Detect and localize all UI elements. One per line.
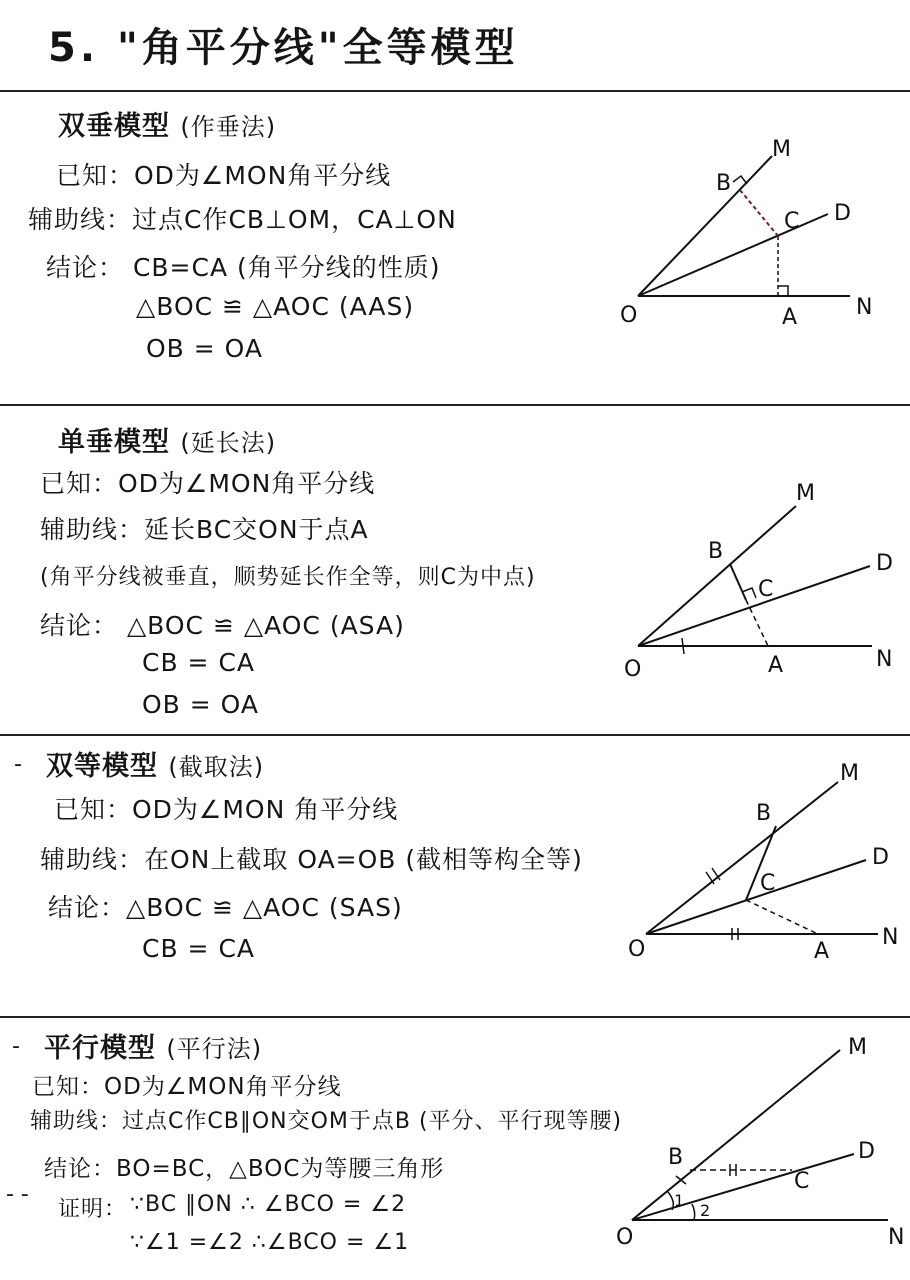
label-c: C <box>794 1169 810 1194</box>
label-d: D <box>872 845 889 870</box>
label-c: C <box>760 871 776 896</box>
label-o: O <box>620 303 638 328</box>
divider <box>0 404 910 406</box>
label-m: M <box>840 761 859 786</box>
angle-arc-1 <box>668 1192 673 1210</box>
label-n: N <box>856 295 873 320</box>
right-angle-mark <box>778 286 788 296</box>
conclusion-text: 结论： CB=CA (角平分线的性质) <box>46 253 441 282</box>
section-heading <box>46 744 264 783</box>
label-c: C <box>758 577 774 602</box>
known-text: 已知：OD为∠MON 角平分线 <box>54 795 399 824</box>
heading-text: 双等模型 <box>46 751 158 782</box>
label-n: N <box>888 1225 905 1250</box>
figure-double-perpendicular <box>600 130 900 360</box>
label-d: D <box>876 551 893 576</box>
proof-line: ∵∠1 =∠2 ∴∠BCO = ∠1 <box>130 1230 410 1255</box>
section-heading <box>58 104 276 143</box>
ray-od <box>632 1154 854 1220</box>
ray-om <box>638 506 796 646</box>
label-m: M <box>772 137 791 162</box>
heading-text: 双垂模型 <box>58 111 170 142</box>
result-line: CB = CA <box>142 934 256 963</box>
aux-line-text: 辅助线：延长BC交ON于点A <box>40 515 369 544</box>
figure-double-equal <box>610 760 900 970</box>
label-o: O <box>624 657 642 682</box>
label-a: A <box>782 305 798 330</box>
label-c: C <box>784 209 800 234</box>
proof-line: ∵BC ∥ON ∴ ∠BCO = ∠2 <box>130 1192 407 1217</box>
label-b: B <box>708 539 724 564</box>
ray-od <box>646 860 866 934</box>
aux-line-text: 辅助线：过点C作CB⊥OM，CA⊥ON <box>28 205 457 234</box>
proof-label: 证明： <box>58 1197 128 1222</box>
divider <box>0 90 910 92</box>
label-m: M <box>796 481 815 506</box>
result-line: OB = OA <box>142 690 260 719</box>
ray-od <box>638 566 870 646</box>
label-n: N <box>876 647 893 672</box>
method-text: (截取法) <box>168 753 265 781</box>
method-text: (延长法) <box>180 429 277 457</box>
heading-text: 平行模型 <box>44 1033 156 1064</box>
heading-text: 单垂模型 <box>58 427 170 458</box>
segment-cb <box>740 190 778 236</box>
result-line: △BOC ≌ △AOC (AAS) <box>136 292 415 321</box>
angle-arc-2 <box>692 1204 695 1220</box>
figure-single-perpendicular <box>600 470 900 690</box>
conclusion-text: 结论：△BOC ≌ △AOC (SAS) <box>48 893 403 922</box>
ray-om <box>632 1050 840 1220</box>
aux-line-text: 辅助线：过点C作CB∥ON交OM于点B (平分、平行现等腰) <box>30 1109 623 1134</box>
label-a: A <box>814 939 830 964</box>
section-heading <box>58 420 276 459</box>
label-m: M <box>848 1035 867 1060</box>
angle-mark <box>682 638 684 654</box>
note-text: (角平分线被垂直，顺势延长作全等，则C为中点) <box>40 565 536 590</box>
label-d: D <box>834 201 851 226</box>
label-o: O <box>628 937 646 962</box>
margin-mark: - <box>12 1034 20 1059</box>
figure-parallel <box>610 1034 905 1264</box>
label-n: N <box>882 925 899 950</box>
known-text: 已知：OD为∠MON角平分线 <box>40 469 376 498</box>
ray-od <box>638 214 828 296</box>
method-text: (平行法) <box>166 1035 263 1063</box>
label-b: B <box>756 801 772 826</box>
label-b: B <box>668 1145 684 1170</box>
ray-om <box>638 156 772 296</box>
conclusion-text: 结论：BO=BC，△BOC为等腰三角形 <box>44 1156 445 1182</box>
label-angle-2: 2 <box>700 1201 711 1220</box>
method-text: (作垂法) <box>180 113 277 141</box>
known-text: 已知：OD为∠MON角平分线 <box>32 1074 342 1100</box>
label-angle-1: 1 <box>674 1191 685 1210</box>
result-line: CB = CA <box>142 648 256 677</box>
aux-line-text: 辅助线：在ON上截取 OA=OB (截相等构全等) <box>40 845 583 874</box>
right-angle-mark <box>733 176 747 184</box>
section-heading <box>44 1026 262 1065</box>
label-o: O <box>616 1225 634 1250</box>
divider <box>0 1016 910 1018</box>
label-a: A <box>768 653 784 678</box>
known-text: 已知：OD为∠MON角平分线 <box>56 161 392 190</box>
divider <box>0 734 910 736</box>
segment-ca <box>746 900 818 934</box>
label-b: B <box>716 171 732 196</box>
label-d: D <box>858 1139 875 1164</box>
ray-om <box>646 782 838 934</box>
margin-mark: - - <box>6 1182 29 1207</box>
page-title: 5. "角平分线"全等模型 <box>48 25 519 71</box>
margin-mark: - <box>14 752 22 777</box>
result-line: OB = OA <box>146 334 264 363</box>
conclusion-text: 结论： △BOC ≌ △AOC (ASA) <box>40 611 405 640</box>
segment-bc <box>730 564 746 600</box>
